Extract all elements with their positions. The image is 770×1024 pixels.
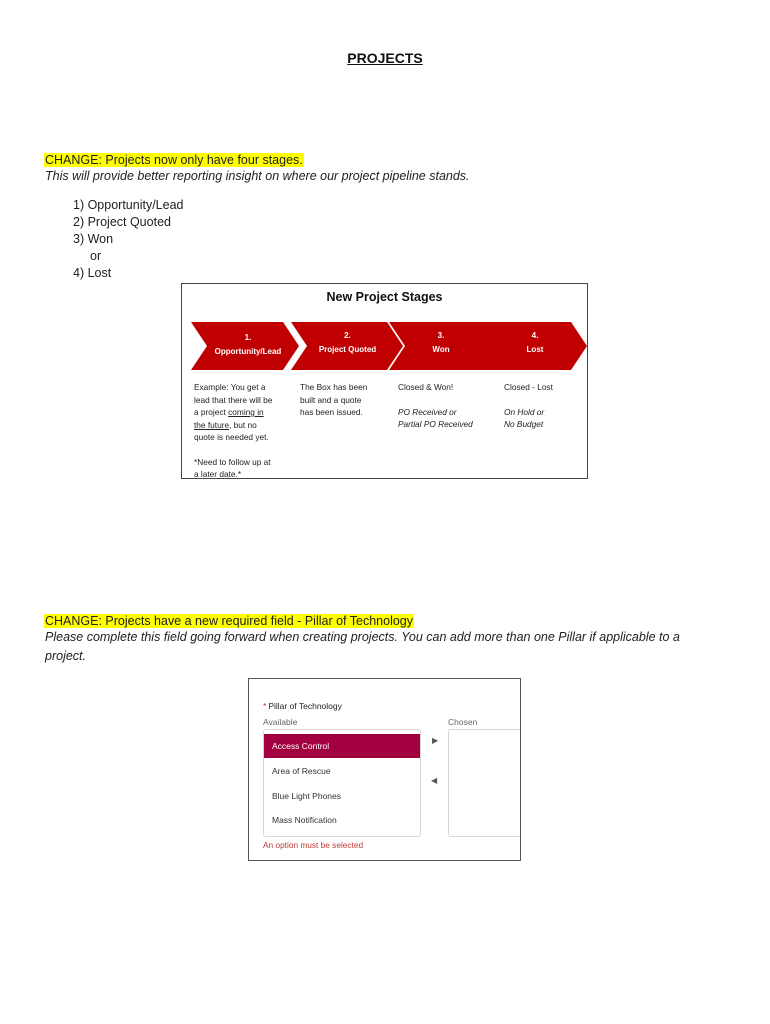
list-item: 2) Project Quoted <box>73 215 171 229</box>
chosen-label: Chosen <box>448 717 478 727</box>
list-item: 3) Won <box>73 232 114 246</box>
available-label: Available <box>263 717 298 727</box>
stage-description-1: Example: You get a lead that there will be a project coming in the future, but no quote is needed yet. *Need to follow up at a later date.* <box>194 382 273 479</box>
stages-figure-title: New Project Stages <box>326 290 443 304</box>
project-stages-figure <box>181 283 588 479</box>
highlighted-change-text: CHANGE: Projects now only have four stages. <box>45 153 303 167</box>
stage-label-2: 2. Project Quoted <box>318 331 377 354</box>
stage-description-4: Closed - Lost On Hold or No Budget <box>504 382 553 429</box>
field-label: * Pillar of Technology <box>263 701 342 711</box>
listbox-option-access-control[interactable]: Access Control <box>264 734 420 758</box>
list-item-or: or <box>90 249 102 263</box>
stage-label-1: 1. Opportunity/Lead <box>214 333 282 356</box>
stage-description-3: Closed & Won! PO Received or Partial PO Received <box>398 382 473 429</box>
required-marker: * <box>263 701 267 711</box>
listbox-option-area-of-rescue[interactable]: Area of Rescue <box>272 766 331 776</box>
triangle-right-icon[interactable]: ▶ <box>432 736 439 745</box>
change-note-pillar <box>44 612 414 630</box>
list-item: 1) Opportunity/Lead <box>73 198 184 212</box>
change-note-stages <box>44 151 304 169</box>
validation-error: An option must be selected <box>263 840 364 850</box>
listbox-option-blue-light-phones[interactable]: Blue Light Phones <box>272 791 341 801</box>
stage-description-2: The Box has been built and a quote has been issued. <box>300 382 368 417</box>
pillar-explanation-line1: Please complete this field going forward when creating projects. You can add more than one Pillar if applicable to a <box>45 630 680 644</box>
list-item: 4) Lost <box>73 266 112 280</box>
pillar-dual-listbox <box>248 678 521 861</box>
page-title: PROJECTS <box>347 50 423 66</box>
stage-label-4: 4. Lost <box>526 331 544 354</box>
chosen-listbox[interactable] <box>448 729 521 837</box>
stage-label-3: 3. Won <box>432 331 450 354</box>
stages-explanation: This will provide better reporting insight on where our project pipeline stands. <box>45 169 470 183</box>
listbox-option-mass-notification[interactable]: Mass Notification <box>272 815 337 825</box>
triangle-left-icon[interactable]: ◀ <box>431 776 438 785</box>
highlighted-change-text: CHANGE: Projects have a new required field - Pillar of Technology <box>45 614 413 628</box>
stage-list <box>73 197 184 282</box>
pillar-explanation-line2: project. <box>45 649 86 663</box>
available-listbox[interactable] <box>263 729 421 837</box>
